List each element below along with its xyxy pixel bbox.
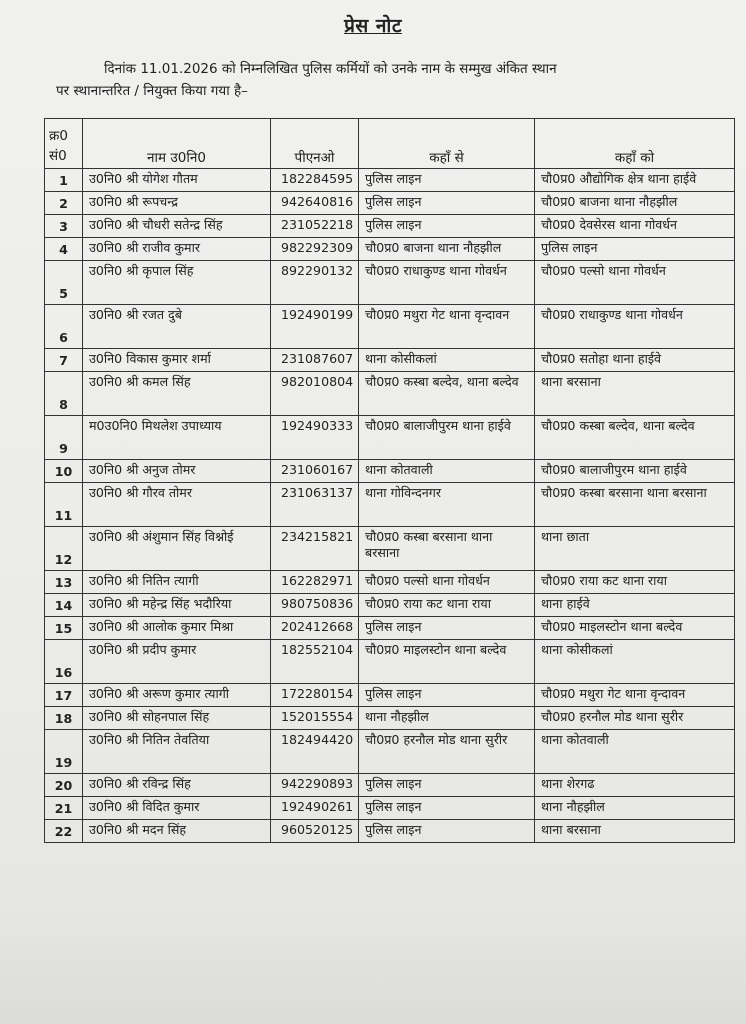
- cell-to: चौ0प्र0 मथुरा गेट थाना वृन्दावन: [535, 684, 735, 707]
- cell-pno: 182552104: [271, 640, 359, 684]
- cell-from: चौ0प्र0 राया कट थाना राया: [359, 594, 535, 617]
- cell-from: चौ0प्र0 कस्बा बल्देव, थाना बल्देव: [359, 372, 535, 416]
- cell-serial: 16: [45, 640, 83, 684]
- cell-pno: 960520125: [271, 820, 359, 843]
- page-title: प्रेस नोट: [344, 15, 402, 37]
- header-serial: [45, 119, 83, 169]
- cell-to: चौ0प्र0 हरनौल मोड थाना सुरीर: [535, 707, 735, 730]
- cell-pno: 982292309: [271, 238, 359, 261]
- cell-name: उ0नि0 विकास कुमार शर्मा: [83, 349, 271, 372]
- header-serial-line1: क्र0: [49, 128, 68, 144]
- cell-pno: 202412668: [271, 617, 359, 640]
- cell-name: उ0नि0 श्री अंशुमान सिंह विश्नोई: [83, 527, 271, 571]
- table-row: [45, 169, 735, 192]
- cell-name: उ0नि0 श्री नितिन त्यागी: [83, 571, 271, 594]
- cell-pno: 231087607: [271, 349, 359, 372]
- intro-paragraph: [56, 58, 716, 102]
- header-to: कहाँ को: [535, 119, 735, 169]
- cell-to: चौ0प्र0 राया कट थाना राया: [535, 571, 735, 594]
- cell-name: उ0नि0 श्री रविन्द्र सिंह: [83, 774, 271, 797]
- cell-serial: 11: [45, 483, 83, 527]
- cell-serial: 4: [45, 238, 83, 261]
- header-serial-line2: सं0: [49, 148, 67, 164]
- cell-serial: 20: [45, 774, 83, 797]
- cell-pno: 892290132: [271, 261, 359, 305]
- cell-name: उ0नि0 श्री योगेश गौतम: [83, 169, 271, 192]
- header-from: कहाँ से: [359, 119, 535, 169]
- cell-from: पुलिस लाइन: [359, 192, 535, 215]
- cell-pno: 172280154: [271, 684, 359, 707]
- cell-pno: 162282971: [271, 571, 359, 594]
- cell-from: पुलिस लाइन: [359, 617, 535, 640]
- table-row: [45, 640, 735, 684]
- cell-from: थाना कोसीकलां: [359, 349, 535, 372]
- cell-to: चौ0प्र0 सतोहा थाना हाईवे: [535, 349, 735, 372]
- cell-to: चौ0प्र0 देवसेरस थाना गोवर्धन: [535, 215, 735, 238]
- table-row: [45, 707, 735, 730]
- transfer-table: [44, 118, 735, 843]
- cell-serial: 2: [45, 192, 83, 215]
- cell-name: उ0नि0 श्री कृपाल सिंह: [83, 261, 271, 305]
- cell-name: उ0नि0 श्री नितिन तेवतिया: [83, 730, 271, 774]
- cell-name: उ0नि0 श्री रजत दुबे: [83, 305, 271, 349]
- table-row: [45, 305, 735, 349]
- table-body: [45, 169, 735, 843]
- cell-to: चौ0प्र0 राधाकुण्ड थाना गोवर्धन: [535, 305, 735, 349]
- table-row: [45, 372, 735, 416]
- cell-pno: 182284595: [271, 169, 359, 192]
- cell-from: पुलिस लाइन: [359, 684, 535, 707]
- page-shadow: [0, 904, 746, 1024]
- table-row: [45, 261, 735, 305]
- cell-serial: 10: [45, 460, 83, 483]
- table-row: [45, 192, 735, 215]
- cell-to: चौ0प्र0 बालाजीपुरम थाना हाईवे: [535, 460, 735, 483]
- cell-serial: 8: [45, 372, 83, 416]
- cell-name: उ0नि0 श्री कमल सिंह: [83, 372, 271, 416]
- cell-name: उ0नि0 श्री अनुज तोमर: [83, 460, 271, 483]
- cell-serial: 1: [45, 169, 83, 192]
- cell-pno: 980750836: [271, 594, 359, 617]
- cell-from: पुलिस लाइन: [359, 215, 535, 238]
- cell-name: उ0नि0 श्री रूपचन्द्र: [83, 192, 271, 215]
- cell-to: चौ0प्र0 कस्बा बल्देव, थाना बल्देव: [535, 416, 735, 460]
- intro-line-1: दिनांक 11.01.2026 को निम्नलिखित पुलिस कर्मियों को उनके नाम के सम्मुख अंकित स्थान: [104, 61, 557, 77]
- cell-from: चौ0प्र0 मथुरा गेट थाना वृन्दावन: [359, 305, 535, 349]
- cell-serial: 21: [45, 797, 83, 820]
- cell-from: पुलिस लाइन: [359, 169, 535, 192]
- cell-to: चौ0प्र0 कस्बा बरसाना थाना बरसाना: [535, 483, 735, 527]
- cell-from: थाना गोविन्दनगर: [359, 483, 535, 527]
- cell-name: उ0नि0 श्री मदन सिंह: [83, 820, 271, 843]
- cell-name: उ0नि0 श्री विदित कुमार: [83, 797, 271, 820]
- cell-serial: 14: [45, 594, 83, 617]
- cell-name: म0उ0नि0 मिथलेश उपाध्याय: [83, 416, 271, 460]
- table-row: [45, 460, 735, 483]
- cell-pno: 152015554: [271, 707, 359, 730]
- cell-to: चौ0प्र0 पल्सो थाना गोवर्धन: [535, 261, 735, 305]
- cell-name: उ0नि0 श्री आलोक कुमार मिश्रा: [83, 617, 271, 640]
- cell-pno: 942640816: [271, 192, 359, 215]
- cell-pno: 192490199: [271, 305, 359, 349]
- cell-name: उ0नि0 श्री अरूण कुमार त्यागी: [83, 684, 271, 707]
- cell-pno: 231060167: [271, 460, 359, 483]
- cell-serial: 13: [45, 571, 83, 594]
- cell-name: उ0नि0 श्री प्रदीप कुमार: [83, 640, 271, 684]
- cell-from: थाना नौहझील: [359, 707, 535, 730]
- cell-from: चौ0प्र0 कस्बा बरसाना थाना बरसाना: [359, 527, 535, 571]
- table-row: [45, 594, 735, 617]
- table-row: [45, 238, 735, 261]
- cell-to: पुलिस लाइन: [535, 238, 735, 261]
- table-row: [45, 215, 735, 238]
- table-row: [45, 617, 735, 640]
- cell-serial: 9: [45, 416, 83, 460]
- cell-from: पुलिस लाइन: [359, 820, 535, 843]
- table-row: [45, 349, 735, 372]
- cell-pno: 942290893: [271, 774, 359, 797]
- cell-name: उ0नि0 श्री सोहनपाल सिंह: [83, 707, 271, 730]
- cell-to: थाना नौहझील: [535, 797, 735, 820]
- table-row: [45, 774, 735, 797]
- cell-serial: 3: [45, 215, 83, 238]
- cell-serial: 15: [45, 617, 83, 640]
- cell-name: उ0नि0 श्री चौधरी सतेन्द्र सिंह: [83, 215, 271, 238]
- table-row: [45, 730, 735, 774]
- cell-pno: 182494420: [271, 730, 359, 774]
- cell-to: थाना बरसाना: [535, 372, 735, 416]
- cell-from: चौ0प्र0 पल्सो थाना गोवर्धन: [359, 571, 535, 594]
- cell-to: थाना कोसीकलां: [535, 640, 735, 684]
- cell-serial: 7: [45, 349, 83, 372]
- table-row: [45, 416, 735, 460]
- cell-from: थाना कोतवाली: [359, 460, 535, 483]
- cell-serial: 22: [45, 820, 83, 843]
- cell-pno: 192490333: [271, 416, 359, 460]
- table-row: [45, 820, 735, 843]
- table-row: [45, 527, 735, 571]
- table-row: [45, 571, 735, 594]
- table-row: [45, 684, 735, 707]
- cell-to: थाना छाता: [535, 527, 735, 571]
- cell-from: चौ0प्र0 बाजना थाना नौहझील: [359, 238, 535, 261]
- cell-from: चौ0प्र0 राधाकुण्ड थाना गोवर्धन: [359, 261, 535, 305]
- cell-pno: 231052218: [271, 215, 359, 238]
- cell-pno: 982010804: [271, 372, 359, 416]
- cell-serial: 18: [45, 707, 83, 730]
- cell-serial: 17: [45, 684, 83, 707]
- table-row: [45, 483, 735, 527]
- cell-serial: 5: [45, 261, 83, 305]
- header-name: नाम उ0नि0: [83, 119, 271, 169]
- cell-to: चौ0प्र0 बाजना थाना नौहझील: [535, 192, 735, 215]
- header-pno: पीएनओ: [271, 119, 359, 169]
- cell-to: थाना शेरगढ: [535, 774, 735, 797]
- cell-from: पुलिस लाइन: [359, 774, 535, 797]
- cell-name: उ0नि0 श्री राजीव कुमार: [83, 238, 271, 261]
- cell-serial: 19: [45, 730, 83, 774]
- table-header: [45, 119, 735, 169]
- cell-pno: 234215821: [271, 527, 359, 571]
- cell-to: थाना कोतवाली: [535, 730, 735, 774]
- cell-to: चौ0प्र0 औद्योगिक क्षेत्र थाना हाईवे: [535, 169, 735, 192]
- table-row: [45, 797, 735, 820]
- cell-to: थाना हाईवे: [535, 594, 735, 617]
- cell-name: उ0नि0 श्री गौरव तोमर: [83, 483, 271, 527]
- cell-name: उ0नि0 श्री महेन्द्र सिंह भदौरिया: [83, 594, 271, 617]
- cell-pno: 231063137: [271, 483, 359, 527]
- cell-serial: 12: [45, 527, 83, 571]
- intro-line-2: पर स्थानान्तरित / नियुक्त किया गया है–: [56, 83, 248, 99]
- cell-from: चौ0प्र0 हरनौल मोड थाना सुरीर: [359, 730, 535, 774]
- cell-from: चौ0प्र0 बालाजीपुरम थाना हाईवे: [359, 416, 535, 460]
- cell-to: थाना बरसाना: [535, 820, 735, 843]
- cell-serial: 6: [45, 305, 83, 349]
- cell-to: चौ0प्र0 माइलस्टोन थाना बल्देव: [535, 617, 735, 640]
- cell-pno: 192490261: [271, 797, 359, 820]
- cell-from: चौ0प्र0 माइलस्टोन थाना बल्देव: [359, 640, 535, 684]
- cell-from: पुलिस लाइन: [359, 797, 535, 820]
